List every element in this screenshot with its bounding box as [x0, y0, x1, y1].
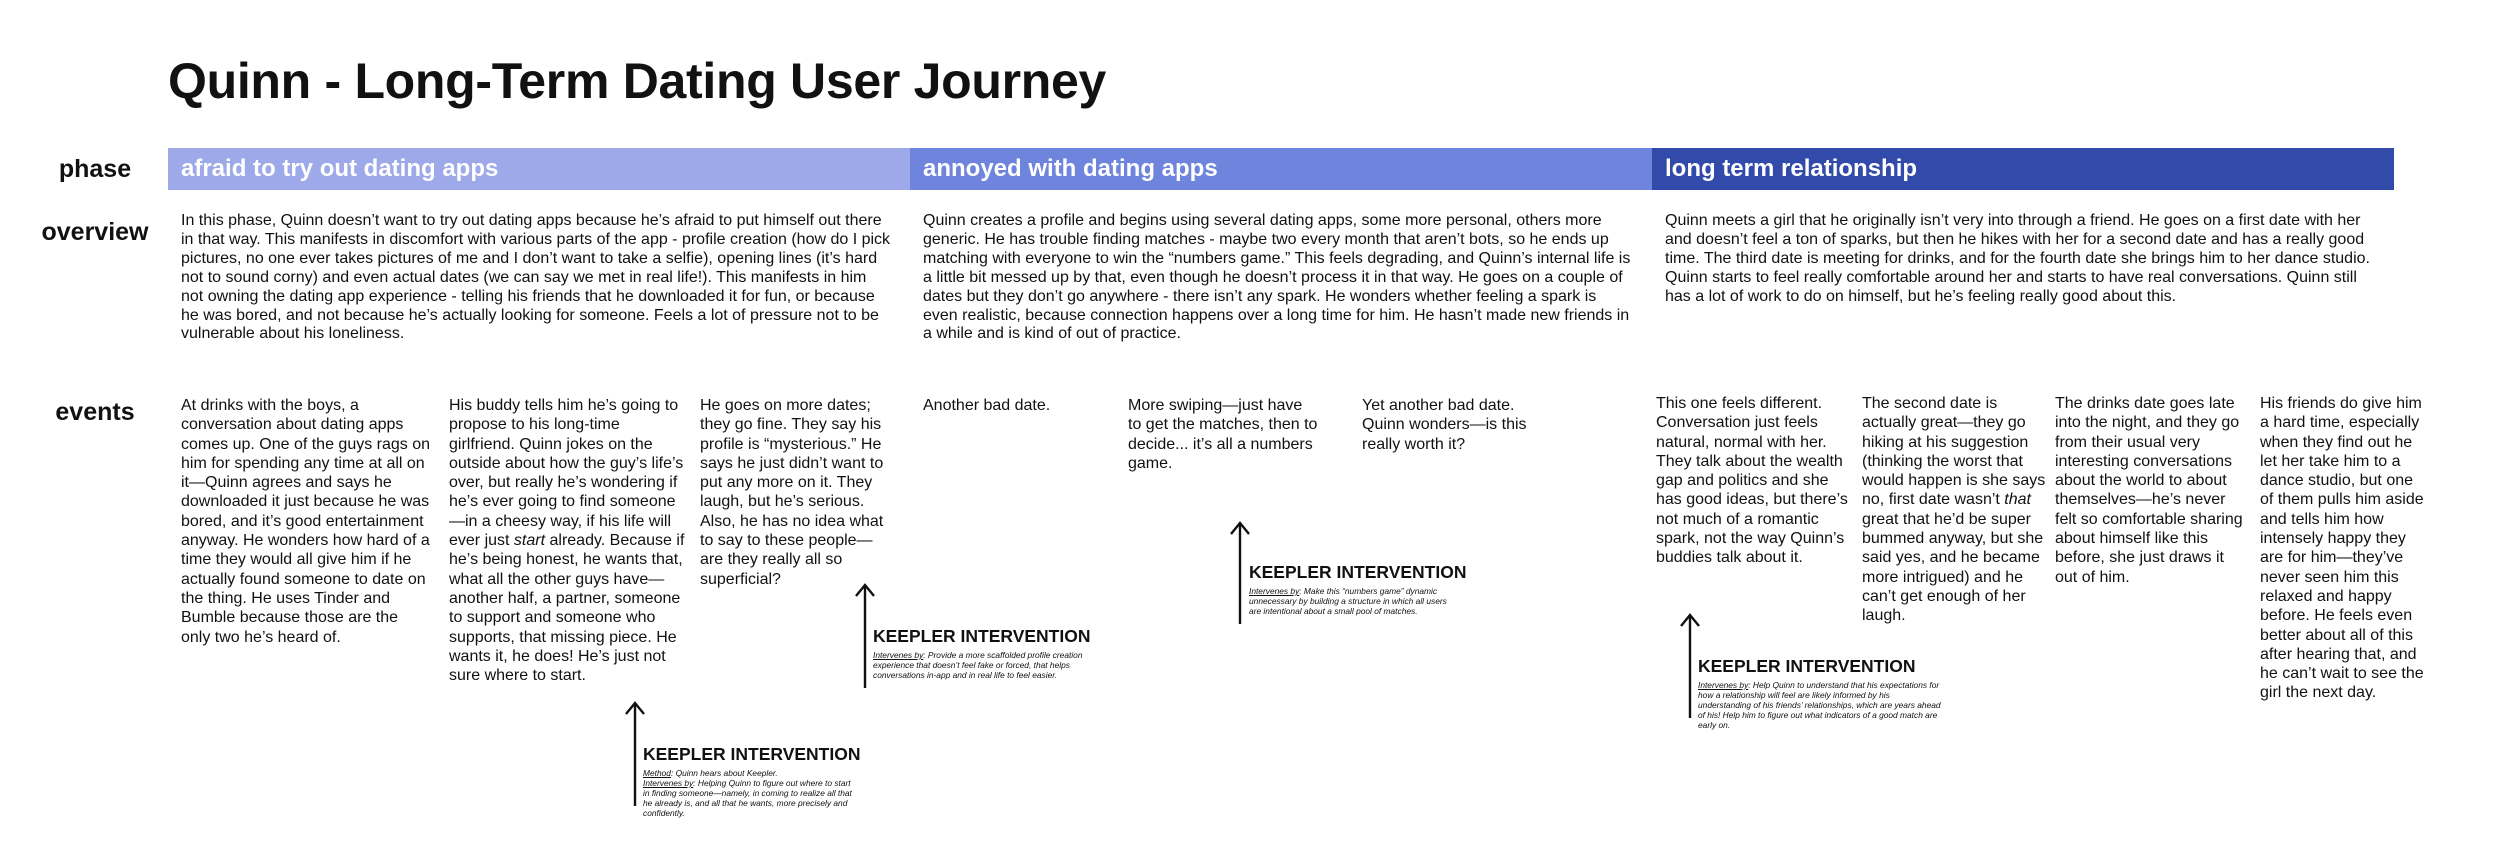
intervention-description: Intervenes by: Help Quinn to understand that his expectations for how a relationship will feel are likely informed by his understanding of his friends’ relationships, which are years ahead of his! Help him to figure out what indicators of a good match are early on.: [1698, 680, 1941, 730]
event-drinks-date: The drinks date goes late into the night, and they go from their usual very interesting conversations about the world to about themselves—he’s never felt so comfortable sharing about himself like this before, she just draws it out of him.: [2055, 395, 2243, 586]
intervention-title: KEEPLER INTERVENTION: [643, 744, 861, 764]
phase-bar-long-term: [1652, 148, 2394, 190]
keepler-intervention-1: [643, 744, 861, 818]
phase-bar-annoyed: [910, 148, 1652, 190]
event-more-dates: He goes on more dates; they go fine. They say his profile is “mysterious.” He says he just didn’t want to put any more on it. They laugh, but he’s serious. Also, he has no idea what to say to these people—are they really all so superficial?: [700, 397, 884, 588]
overview-afraid: In this phase, Quinn doesn’t want to try out dating apps because he’s afraid to put himself out there in that way. This manifests in discomfort with various parts of the app - profile creation (how do I pick pictures, no one ever takes pictures of me and I don’t want to take a selfie), opening lines (it’s hard not to sound corny) and even actual dates (we can say we met in real life!). This manifests in him not owning the dating app experience - telling his friends that he downloaded it for fun, or because he was bored, and not because he’s actually looking for someone. Feels a lot of pressure not to be vulnerable about his loneliness.: [181, 212, 891, 343]
row-label-events: events: [55, 398, 135, 426]
intervention-description: Intervenes by: Helping Quinn to figure out where to start in finding someone—namely, in coming to realize all that he already is, and all that he wants, more precisely and confidently.: [643, 778, 852, 818]
event-second-date-hiking: The second date is actually great—they go hiking at his suggestion (thinking the worst that would happen is she says no, first date wasn’t that great that he’d be super bummed anyway, but she said yes, and he became more intrigued) and he can’t get enough of her laugh.: [1862, 395, 2046, 625]
intervention-title: KEEPLER INTERVENTION: [873, 626, 1091, 646]
phase-name: afraid to try out dating apps: [181, 155, 499, 182]
intervention-description: Intervenes by: Make this “numbers game” dynamic unnecessary by building a structure in which all users are intentional about a small pool of matches.: [1249, 586, 1447, 616]
event-another-bad-date: Another bad date.: [923, 397, 1051, 414]
row-label-phase: phase: [58, 155, 132, 183]
overview-annoyed: Quinn creates a profile and begins using several dating apps, some more personal, others more generic. He has trouble finding matches - maybe two every month that aren’t bots, so he ends up matching with everyone to win the “numbers game.” This feels degrading, and Quinn’s internal life is a little bit messed up by that, even though he doesn’t process it in that way. He goes on a couple of dates but they don’t go anywhere - there isn’t any spark. He wonders whether feeling a spark is even realistic, because connection happens over a long time for him. He hasn’t made new friends in a while and is kind of out of practice.: [923, 212, 1631, 343]
intervention-title: KEEPLER INTERVENTION: [1698, 656, 1916, 676]
row-label-overview: overview: [41, 218, 149, 246]
intervention-title: KEEPLER INTERVENTION: [1249, 562, 1467, 582]
event-yet-another-bad-date: Yet another bad date. Quinn wonders—is this really worth it?: [1362, 397, 1527, 453]
intervention-method: Method: Quinn hears about Keepler.: [643, 768, 778, 778]
event-friends-happy: His friends do give him a hard time, especially when they find out he let her take him to a dance studio, but one of them pulls him aside and tells him how intensely happy they are for him—they’ve never seen him this relaxed and happy before. He feels even better about all of this after hearing that, and he can’t wait to see the girl the next day.: [2260, 395, 2424, 702]
phase-name: annoyed with dating apps: [923, 155, 1218, 182]
keepler-intervention-2: [873, 626, 1091, 680]
phase-name: long term relationship: [1665, 155, 1918, 182]
keepler-intervention-3: [1249, 562, 1467, 616]
event-buddy-proposes: His buddy tells him he’s going to propose to his long-time girlfriend. Quinn jokes on the outside about how the guy’s life’s over, but really he’s wondering if he’s ever going to find someone—in a cheesy way, if his life will ever just start already. Because if he’s being honest, he wants that, what all the other guys have—another half, a partner, someone to support and someone who supports, that missing piece. He wants it, he does! He’s just not sure where to start.: [449, 397, 685, 685]
intervention-description: Intervenes by: Provide a more scaffolded profile creation experience that doesn’t feel fake or forced, that helps conversations in-app and in real life to feel easier.: [873, 650, 1083, 680]
keepler-intervention-4: [1698, 656, 1943, 730]
phase-bar-afraid: [168, 148, 910, 190]
event-more-swiping: More swiping—just have to get the matches, then to decide... it’s all a numbers game.: [1128, 397, 1318, 472]
event-drinks-with-boys: At drinks with the boys, a conversation about dating apps comes up. One of the guys rags on him for spending any time at all on it—Quinn agrees and says he downloaded it just because he was bored, and it’s good entertainment anyway. He wonders how hard of a time they would all give him if he actually found someone to date on the thing. He uses Tinder and Bumble because those are the only two he’s heard of.: [181, 397, 431, 646]
event-feels-different: This one feels different. Conversation just feels natural, normal with her. They talk about the wealth gap and politics and she has good ideas, but there’s not much of a romantic spark, not the way Quinn’s buddies talk about it.: [1656, 395, 1848, 567]
page-title: Quinn - Long-Term Dating User Journey: [168, 53, 1107, 109]
overview-long-term: Quinn meets a girl that he originally isn’t very into through a friend. He goes on a first date with her and doesn’t feel a ton of sparks, but then he hikes with her for a second date and has a really good time. The third date is meeting for drinks, and for the fourth date she brings him to her dance studio. Quinn starts to feel really comfortable around her and starts to have real conversations. Quinn still has a lot of work to do on himself, but he’s feeling really good about this.: [1665, 212, 2370, 305]
